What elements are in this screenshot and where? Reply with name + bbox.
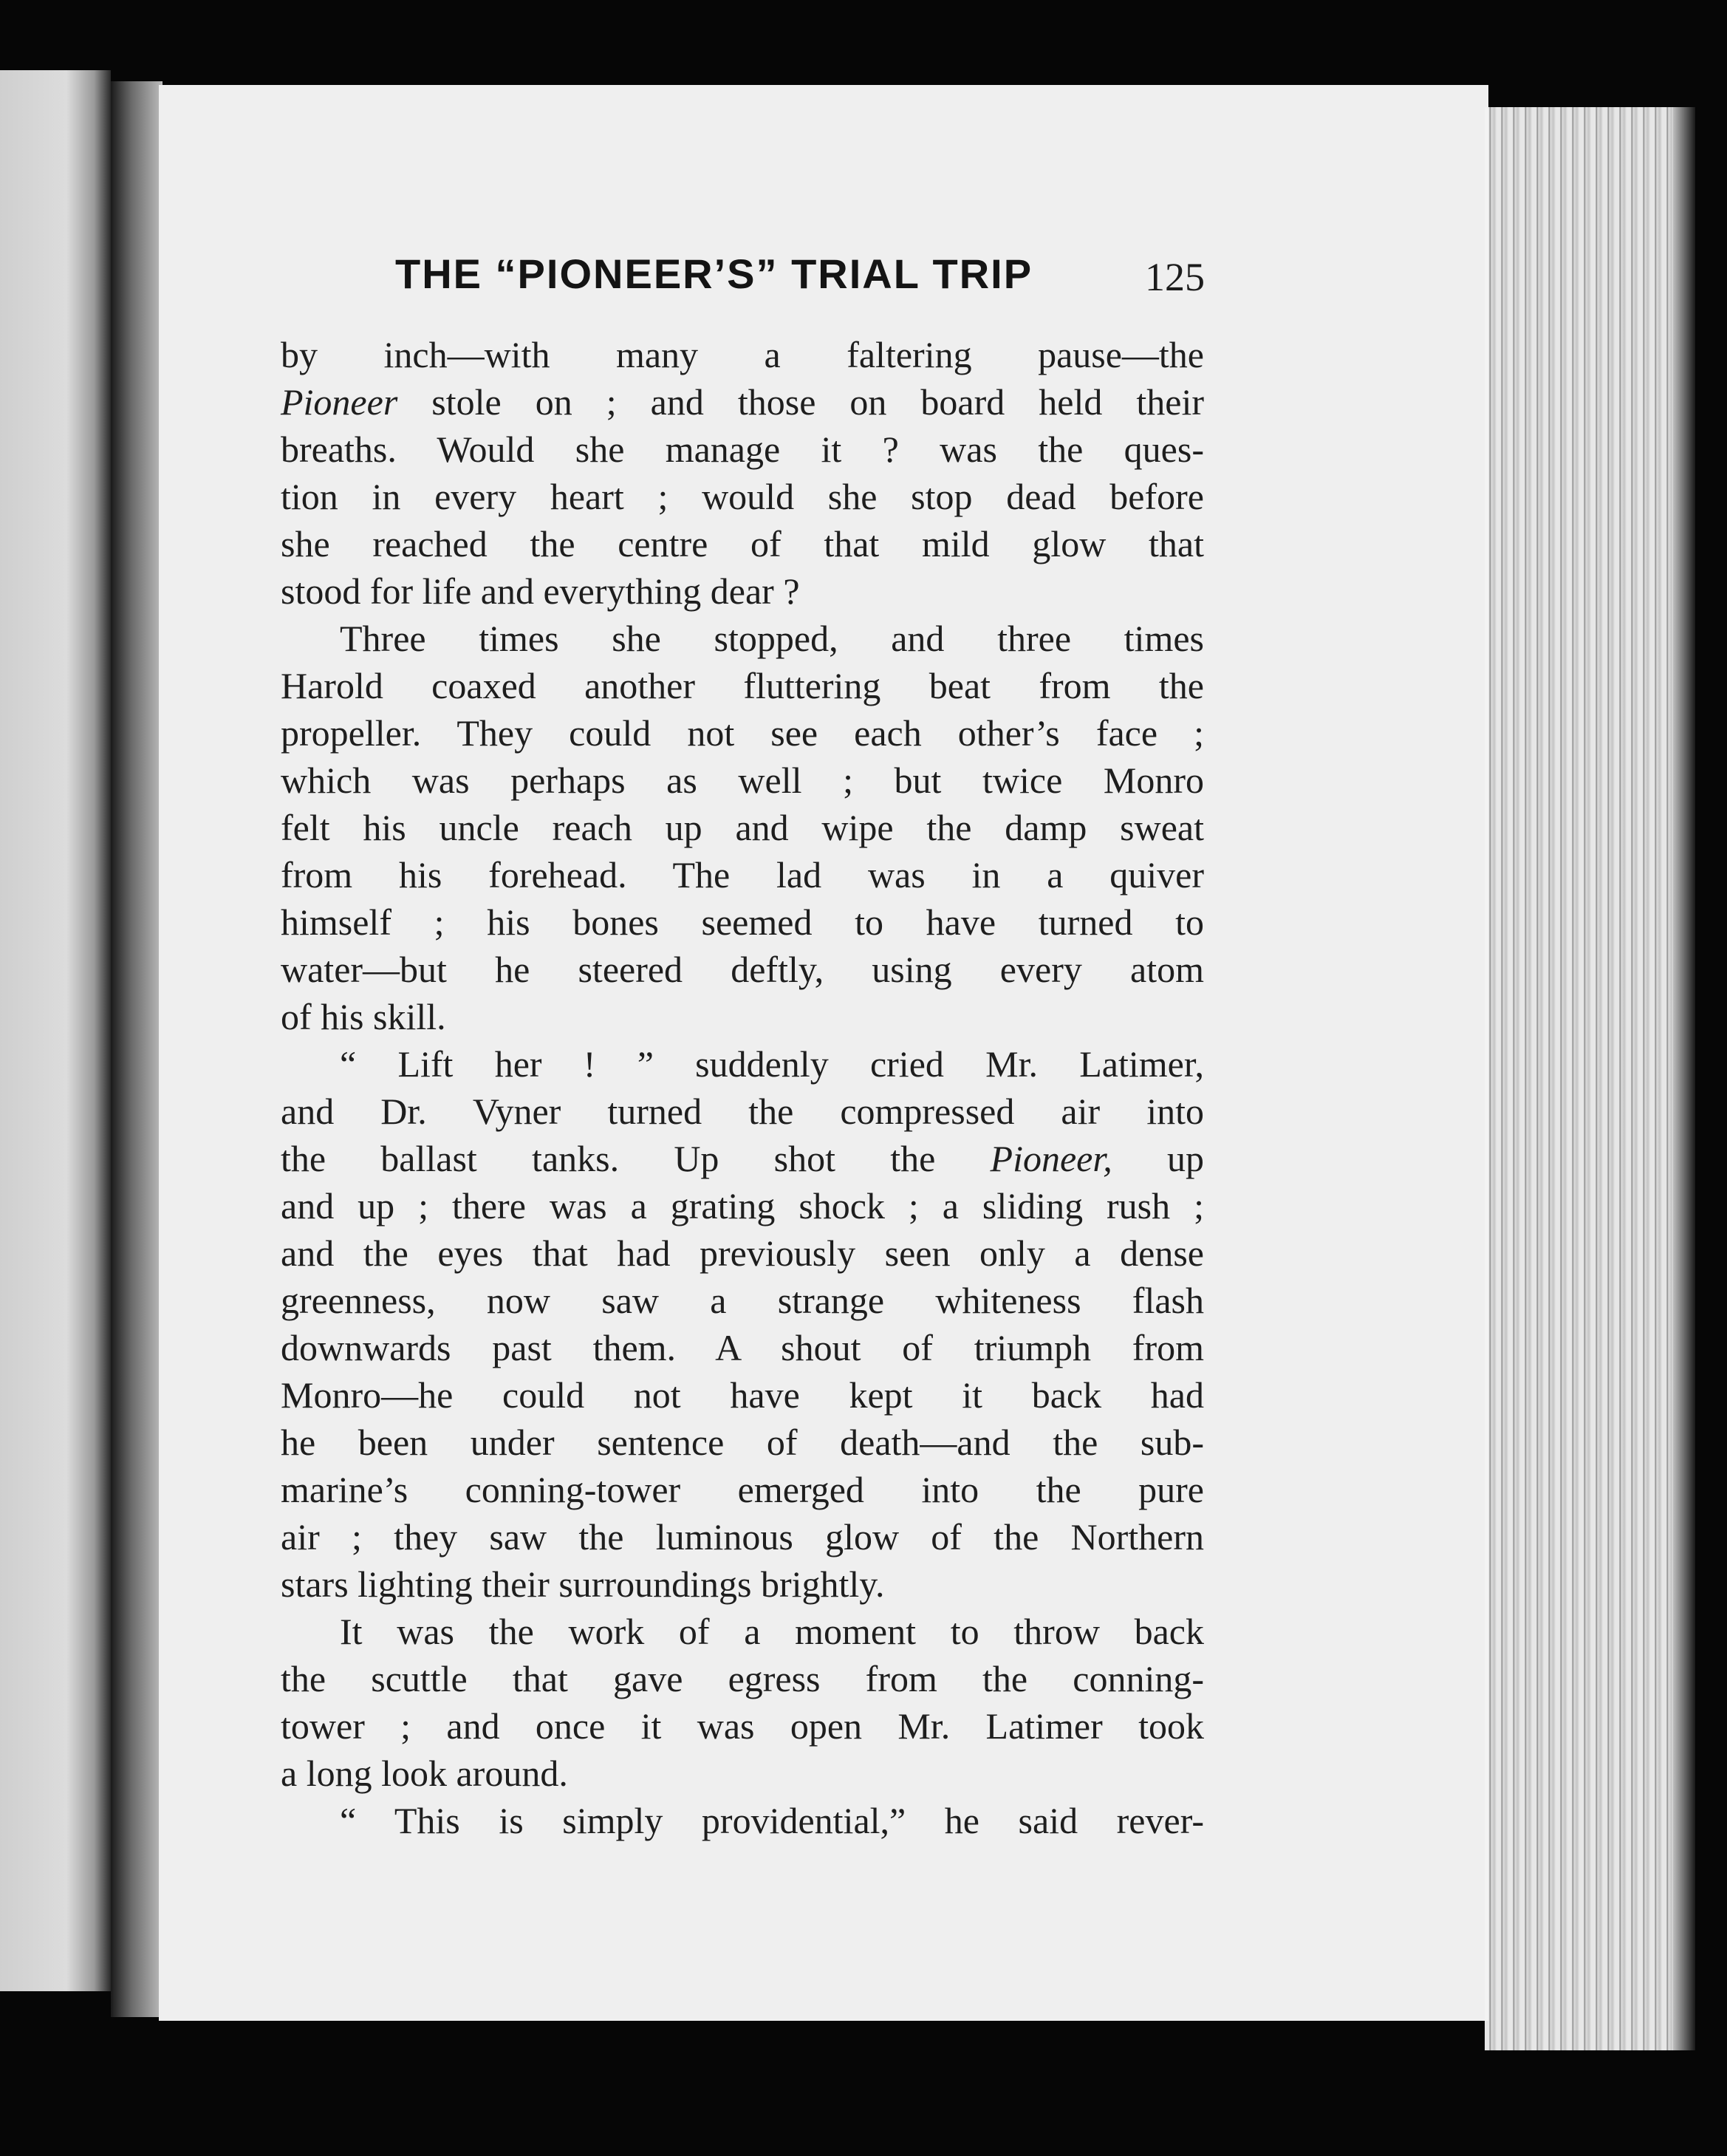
text-line: by inch—with many a faltering pause—the bbox=[281, 334, 1204, 375]
text-line bbox=[281, 378, 1204, 426]
book-gutter bbox=[111, 81, 163, 2017]
text-line: “ This is simply providential,” he said rever- bbox=[340, 1800, 1204, 1841]
text-line: she reached the centre of that mild glow that bbox=[281, 523, 1204, 564]
text-line: and up ; there was a grating shock ; a sliding rush ; bbox=[281, 1185, 1204, 1227]
running-head: THE “PIONEER’S” TRIAL TRIP bbox=[395, 250, 1033, 297]
text-line: Monro—he could not have kept it back had bbox=[281, 1374, 1204, 1416]
text-line bbox=[281, 1135, 1204, 1182]
text-segment: stole on ; and those on board held their bbox=[397, 381, 1204, 423]
text-line: water—but he steered deftly, using every atom bbox=[281, 949, 1204, 990]
text-line: breaths. Would she manage it ? was the ques- bbox=[281, 429, 1204, 470]
text-line: air ; they saw the luminous glow of the Northern bbox=[281, 1516, 1204, 1558]
text-line: stood for life and everything dear ? bbox=[281, 570, 800, 612]
text-line: and the eyes that had previously seen only a dense bbox=[281, 1232, 1204, 1274]
italic-ship-name: Pioneer bbox=[281, 381, 398, 423]
page-number: 125 bbox=[1145, 255, 1205, 299]
text-line: from his forehead. The lad was in a quiver bbox=[281, 854, 1204, 896]
text-line: marine’s conning-tower emerged into the pure bbox=[281, 1469, 1204, 1510]
text-line: tion in every heart ; would she stop dead before bbox=[281, 476, 1204, 517]
page-edges bbox=[1485, 107, 1695, 2050]
text-line: stars lighting their surroundings brightly. bbox=[281, 1563, 885, 1605]
text-line: downwards past them. A shout of triumph from bbox=[281, 1327, 1204, 1368]
text-line: felt his uncle reach up and wipe the damp sweat bbox=[281, 807, 1204, 848]
text-line: he been under sentence of death—and the sub- bbox=[281, 1422, 1204, 1463]
text-line: tower ; and once it was open Mr. Latimer took bbox=[281, 1705, 1204, 1747]
text-line: Three times she stopped, and three times bbox=[340, 618, 1204, 659]
text-line: It was the work of a moment to throw back bbox=[340, 1611, 1204, 1652]
text-segment: the ballast tanks. Up shot the bbox=[281, 1138, 991, 1179]
text-segment: up bbox=[1112, 1138, 1205, 1179]
text-line: the scuttle that gave egress from the conning- bbox=[281, 1658, 1204, 1699]
text-line: a long look around. bbox=[281, 1753, 568, 1794]
text-line: “ Lift her ! ” suddenly cried Mr. Latimer, bbox=[340, 1043, 1204, 1085]
text-line: which was perhaps as well ; but twice Monro bbox=[281, 760, 1204, 801]
text-line: greenness, now saw a strange whiteness flash bbox=[281, 1280, 1204, 1321]
text-line: Harold coaxed another fluttering beat from the bbox=[281, 665, 1204, 706]
text-line: himself ; his bones seemed to have turned to bbox=[281, 901, 1204, 943]
body-text bbox=[281, 331, 1204, 1844]
left-page-edge bbox=[0, 70, 111, 1991]
text-line: and Dr. Vyner turned the compressed air into bbox=[281, 1091, 1204, 1132]
text-line: propeller. They could not see each other’s face ; bbox=[281, 712, 1204, 754]
text-line: of his skill. bbox=[281, 996, 446, 1037]
italic-ship-name: Pioneer, bbox=[990, 1138, 1112, 1179]
